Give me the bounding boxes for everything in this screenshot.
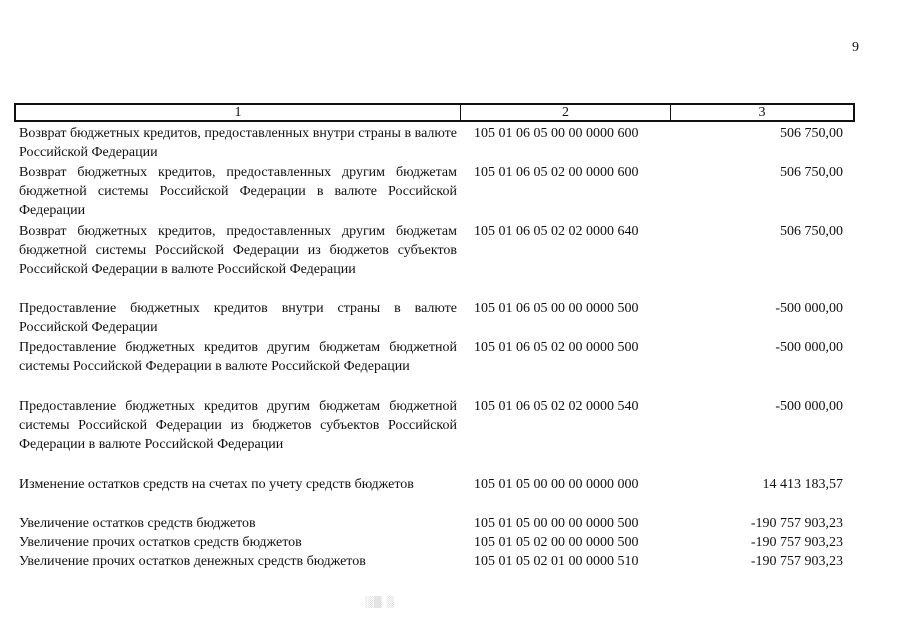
row-amount: -500 000,00: [775, 301, 843, 316]
row-amount: -190 757 903,23: [750, 535, 843, 550]
row-code: 105 01 05 00 00 00 0000 500: [474, 516, 639, 531]
row-amount: -500 000,00: [775, 399, 843, 414]
row-amount: 506 750,00: [780, 224, 843, 239]
header-col-2: 2: [461, 105, 671, 120]
table-header: [14, 103, 855, 122]
row-name: Увеличение прочих остатков средств бюджетов: [19, 535, 302, 550]
scan-mark: ░▒ ░: [365, 596, 396, 608]
row-code: 105 01 06 05 02 00 0000 500: [474, 340, 639, 355]
row-amount: -500 000,00: [775, 340, 843, 355]
row-code: 105 01 05 00 00 00 0000 000: [474, 477, 639, 492]
row-name: Предоставление бюджетных кредитов внутри страны в валюте Российской Федерации: [19, 301, 457, 335]
row-name: Изменение остатков средств на счетах по учету средств бюджетов: [19, 477, 414, 492]
row-code: 105 01 06 05 02 02 0000 640: [474, 224, 639, 239]
row-amount: 506 750,00: [780, 126, 843, 141]
row-code: 105 01 05 02 01 00 0000 510: [474, 554, 639, 569]
row-name: Возврат бюджетных кредитов, предоставленных другим бюджетам бюджетной системы Российской Федерации в валюте Российской Федерации: [19, 165, 457, 218]
row-name: Предоставление бюджетных кредитов другим бюджетам бюджетной системы Российской Федерации в валюте Российской Федерации: [19, 340, 457, 374]
row-amount: 506 750,00: [780, 165, 843, 180]
row-amount: -190 757 903,23: [750, 516, 843, 531]
row-name: Возврат бюджетных кредитов, предоставленных внутри страны в валюте Российской Федерации: [19, 126, 457, 160]
page-number: 9: [852, 40, 859, 55]
row-name: Возврат бюджетных кредитов, предоставленных другим бюджетам бюджетной системы Российской Федерации из бюджетов субъектов Российской Федерации в валюте Российской Федерации: [19, 224, 457, 277]
row-name: Увеличение прочих остатков денежных средств бюджетов: [19, 554, 366, 569]
row-code: 105 01 05 02 00 00 0000 500: [474, 535, 639, 550]
row-code: 105 01 06 05 02 02 0000 540: [474, 399, 639, 414]
row-code: 105 01 06 05 00 00 0000 500: [474, 301, 639, 316]
row-name: Увеличение остатков средств бюджетов: [19, 516, 256, 531]
header-col-1: 1: [16, 105, 461, 120]
header-col-3: 3: [758, 104, 766, 120]
row-code: 105 01 06 05 00 00 0000 600: [474, 126, 639, 141]
row-code: 105 01 06 05 02 00 0000 600: [474, 165, 639, 180]
row-amount: 14 413 183,57: [762, 477, 843, 492]
row-name: Предоставление бюджетных кредитов другим бюджетам бюджетной системы Российской Федерации из бюджетов субъектов Российской Федерации в валюте Российской Федерации: [19, 399, 457, 452]
row-amount: -190 757 903,23: [750, 554, 843, 569]
